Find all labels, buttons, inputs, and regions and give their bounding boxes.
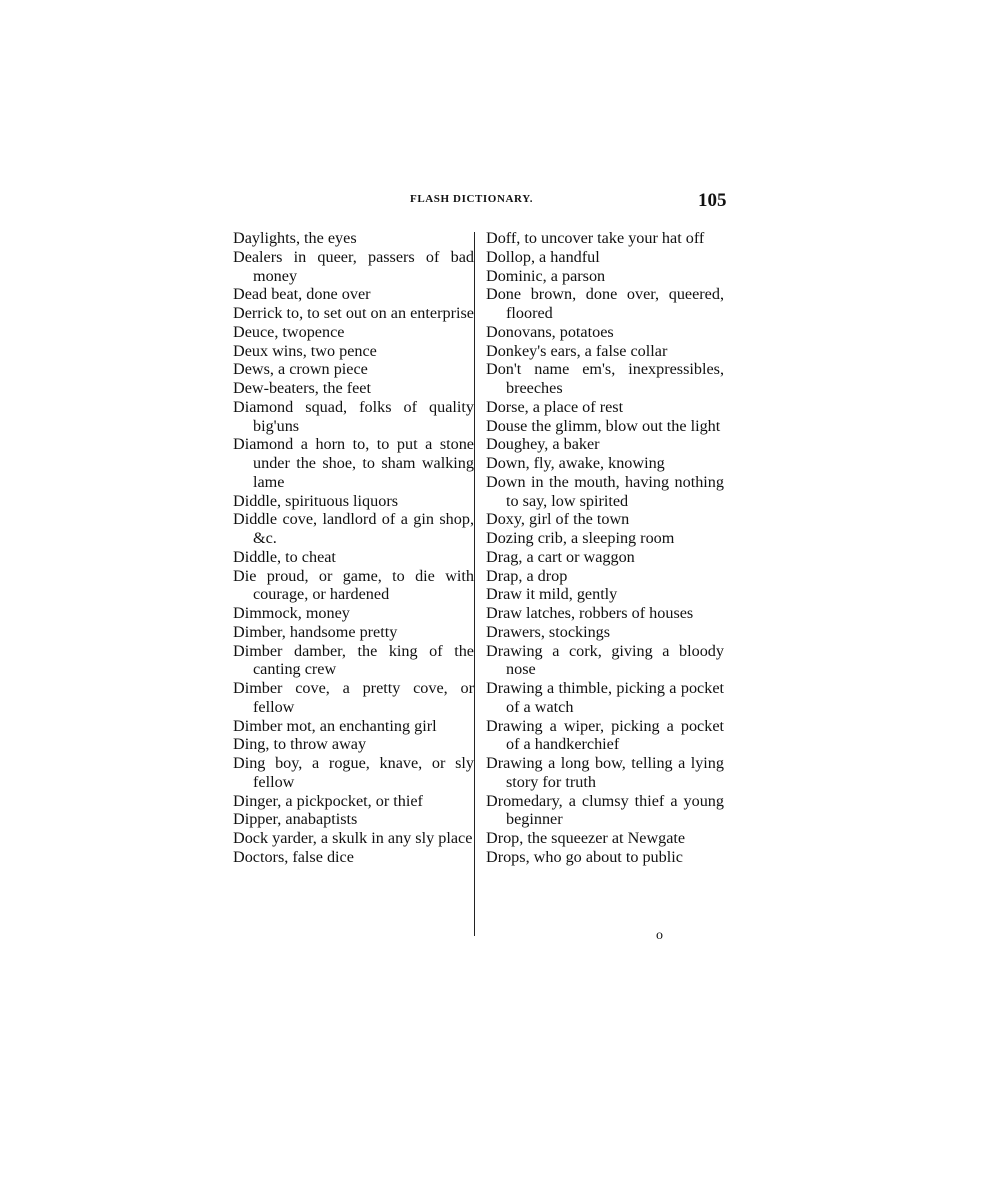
dictionary-entry: Die proud, or game, to die with courage, or hardened <box>233 566 474 604</box>
running-title: FLASH DICTIONARY. <box>410 193 534 205</box>
dictionary-entry: Drap, a drop <box>486 566 568 585</box>
dictionary-entry: Dimber, handsome pretty <box>233 622 398 641</box>
left-column <box>233 229 474 867</box>
dictionary-entry: Derrick to, to set out on an enterprise <box>233 304 474 322</box>
dictionary-entry: Drawers, stockings <box>486 622 611 641</box>
dictionary-entry: Ding, to throw away <box>233 735 367 754</box>
dictionary-entry: Dipper, anabaptists <box>233 810 358 829</box>
dictionary-entry: Drawing a thimble, picking a pocket of a watch <box>486 679 724 716</box>
dictionary-entry: Doctors, false dice <box>233 847 354 866</box>
dictionary-entry: Dorse, a place of rest <box>486 397 624 416</box>
dictionary-entry: Drawing a wiper, picking a pocket of a handkerchief <box>486 716 724 754</box>
dictionary-entry: Doughey, a baker <box>486 435 600 454</box>
dictionary-entry: Down in the mouth, having nothing to say, low spirited <box>486 472 724 510</box>
column-divider <box>474 232 475 936</box>
dictionary-entry: Dollop, a handful <box>486 247 600 266</box>
dictionary-entry: Dimmock, money <box>233 604 350 622</box>
dictionary-entry: Donovans, potatoes <box>486 322 614 341</box>
dictionary-entry: Dozing crib, a sleeping room <box>486 529 675 547</box>
dictionary-entry: Dimber damber, the king of the canting crew <box>233 641 474 679</box>
dictionary-entry: Done brown, done over, queered, floored <box>486 285 724 322</box>
dictionary-entry: Draw it mild, gently <box>486 585 618 604</box>
dictionary-entry: Diamond squad, folks of quality big'uns <box>233 397 474 435</box>
dictionary-entry: Dews, a crown piece <box>233 360 368 379</box>
dictionary-entry: Down, fly, awake, knowing <box>486 454 665 472</box>
dictionary-entry: Diddle, to cheat <box>233 547 336 566</box>
dictionary-entry: Daylights, the eyes <box>233 229 357 247</box>
dictionary-entry: Drawing a cork, giving a bloody nose <box>486 641 724 679</box>
dictionary-entry: Drop, the squeezer at Newgate <box>486 829 686 847</box>
dictionary-entry: Diddle cove, landlord of a gin shop, &c. <box>233 510 474 547</box>
right-column <box>486 229 724 867</box>
dictionary-entry: Diamond a horn to, to put a stone under the shoe, to sham walking lame <box>233 435 474 491</box>
dictionary-entry: Drawing a long bow, telling a lying story for truth <box>486 754 724 791</box>
dictionary-entry: Dew-beaters, the feet <box>233 379 371 397</box>
dictionary-entry: Dominic, a parson <box>486 266 606 285</box>
dictionary-entry: Dinger, a pickpocket, or thief <box>233 791 423 810</box>
dictionary-entry: Doff, to uncover take your hat off <box>486 229 705 247</box>
page-number: 105 <box>698 190 727 211</box>
dictionary-entry: Diddle, spirituous liquors <box>233 491 399 510</box>
dictionary-entry: Donkey's ears, a false collar <box>486 341 668 360</box>
dictionary-entry: Ding boy, a rogue, knave, or sly fellow <box>233 754 474 791</box>
dictionary-entry: Dimber mot, an enchanting girl <box>233 716 437 735</box>
dictionary-entry: Dealers in queer, passers of bad money <box>233 247 474 285</box>
dictionary-entry: Dock yarder, a skulk in any sly place <box>233 829 473 847</box>
dictionary-entry: Dimber cove, a pretty cove, or fellow <box>233 679 474 716</box>
dictionary-entry: Don't name em's, inexpressibles, breeches <box>486 360 724 397</box>
signature-mark: o <box>656 928 663 943</box>
dictionary-entry: Deux wins, two pence <box>233 341 377 360</box>
dictionary-entry: Douse the glimm, blow out the light <box>486 416 721 435</box>
dictionary-entry: Dead beat, done over <box>233 285 371 304</box>
dictionary-entry: Drag, a cart or waggon <box>486 547 635 566</box>
dictionary-entry: Deuce, twopence <box>233 322 345 341</box>
dictionary-entry: Draw latches, robbers of houses <box>486 604 694 622</box>
dictionary-entry: Drops, who go about to public <box>486 847 683 866</box>
dictionary-entry: Dromedary, a clumsy thief a young beginner <box>486 791 724 829</box>
dictionary-entry: Doxy, girl of the town <box>486 510 630 529</box>
